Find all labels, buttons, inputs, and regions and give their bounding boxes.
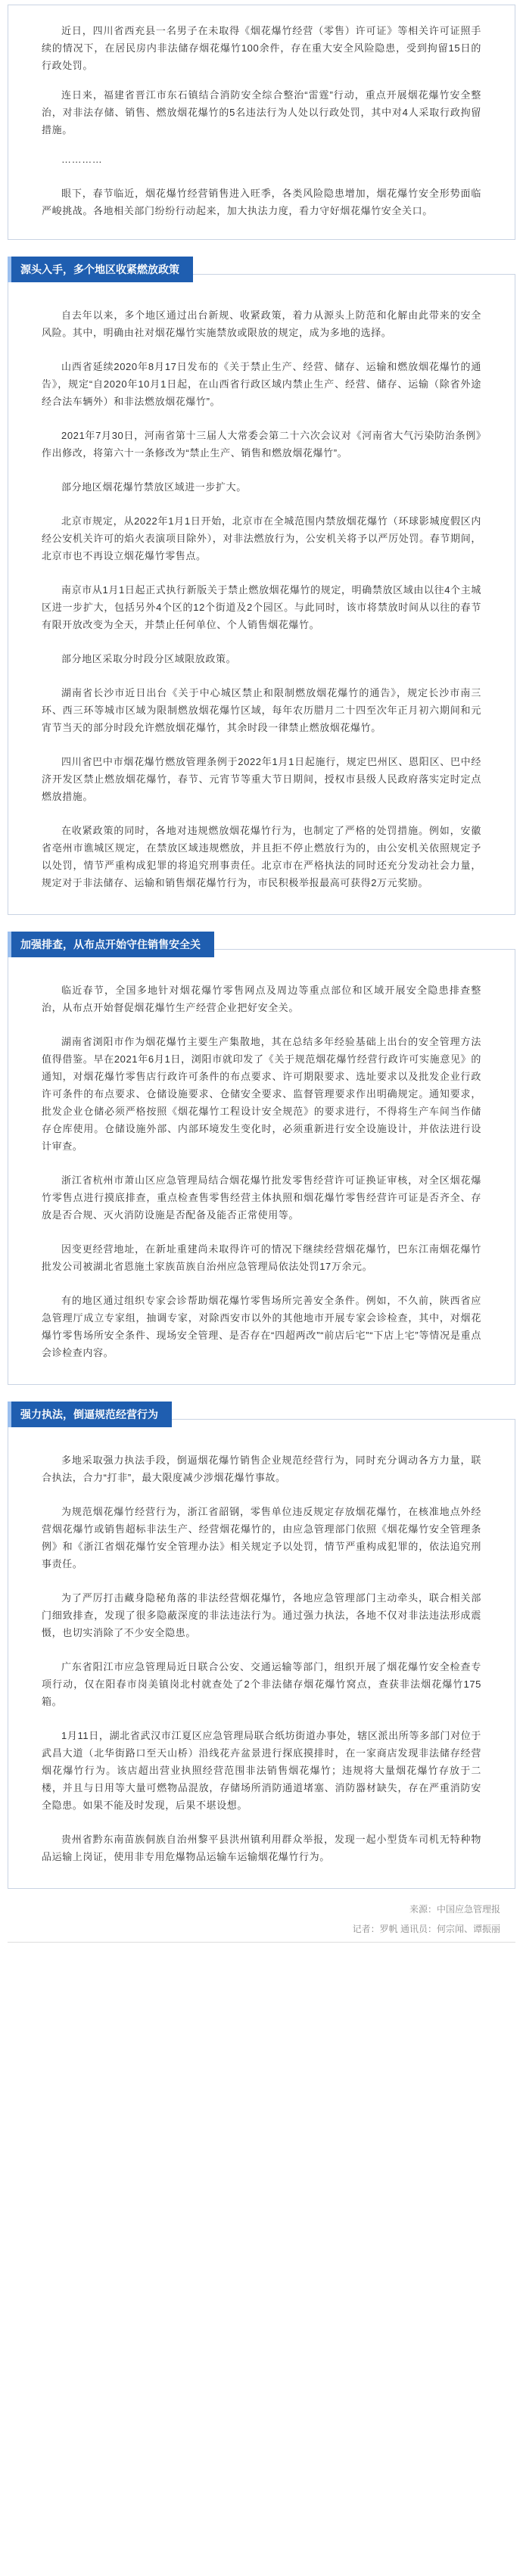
section-paragraph: 为了严厉打击藏身隐秘角落的非法经营烟花爆竹，各地应急管理部门主动牵头，联合相关部门细致排查，发现了很多隐蔽深度的非法违法行为。通过强力执法，各地不仅对非法违法形成震慑，也切实消除了不少安全隐患。 — [42, 1592, 481, 1638]
section-paragraph: 自去年以来，多个地区通过出台新规、收紧政策，着力从源头上防范和化解由此带来的安全风险。其中，明确由社对烟花爆竹实施禁放或限放的规定，成为多地的选择。 — [42, 310, 481, 338]
section-paragraph: 有的地区通过组织专家会诊帮助烟花爆竹零售场所完善安全条件。例如，不久前，陕西省应急管理厅成立专家组，抽调专家，对除西安市以外的其他地市开展专家会诊检查，其中，对烟花爆竹零售场所安全条件、现场安全管理、是否存在“四超两改”“前店后宅”“下店上宅”等情况是重点会诊检查内容。 — [42, 1295, 481, 1358]
intro-paragraph: 近日，四川省西充县一名男子在未取得《烟花爆竹经营（零售）许可证》等相关许可证照手续的情况下，在居民房内非法储存烟花爆竹100余件，存在重大安全风险隐患，受到拘留15日的行政处罚。 — [42, 25, 481, 71]
section-paragraph: 浙江省杭州市萧山区应急管理局结合烟花爆竹批发零售经营许可证换证审核，对全区烟花爆竹零售点进行摸底排查，重点检查售零售经营主体执照和烟花爆竹零售经营许可证是否齐全、存放是否合规、灭火消防设施是否配备及能否正常使用等。 — [42, 1174, 481, 1221]
article-footer — [8, 1901, 515, 1937]
section-paragraph: 湖南省浏阳市作为烟花爆竹主要生产集散地，其在总结多年经验基础上出台的安全管理方法值得借鉴。早在2021年6月1日，浏阳市就印发了《关于规范烟花爆竹经营行政许可实施意见》的通知，对烟花爆竹零售店行政许可条件的布点要求、许可期限要求、选址要求以及批发企业行政许可条件的布点要求、仓储设施要求、仓储安全要求、监督管理要求作出明确规定。通知要求，批发企业仓储必须严格按照《烟花爆竹工程设计安全规范》的要求进行，不得将生产车间当作储存仓库使用。仓储设施外部、内部环境发生变化时，必须重新进行安全设施设计，并依法进行设计审查。 — [42, 1036, 481, 1152]
intro-paragraph: 眼下，春节临近，烟花爆竹经营销售进入旺季，各类风险隐患增加，烟花爆竹安全形势面临严峻挑战。各地相关部门纷纷行动起来，加大执法力度，看力守好烟花爆竹安全关口。 — [42, 188, 481, 216]
section-inspection — [8, 932, 515, 1385]
ellipsis-divider: ………… — [61, 154, 103, 165]
section-title: 加强排查，从布点开始守住销售安全关 — [8, 932, 214, 957]
section-paragraph: 临近春节，全国多地针对烟花爆竹零售网点及周边等重点部位和区域开展安全隐患排查整治，从布点开始督促烟花爆竹生产经营企业把好安全关。 — [42, 985, 481, 1013]
section-body — [8, 949, 515, 1385]
section-paragraph: 广东省阳江市应急管理局近日联合公安、交通运输等部门，组织开展了烟花爆竹安全检查专项行动，仅在阳春市岗美镇岗北村就查处了2个非法储存烟花爆竹窝点，查获非法烟花爆竹175箱。 — [42, 1661, 481, 1707]
section-enforcement — [8, 1402, 515, 1889]
section-paragraph: 多地采取强力执法手段，倒逼烟花爆竹销售企业规范经营行为，同时充分调动各方力量，联合执法，合力“打非”，最大限度减少涉烟花爆竹事故。 — [42, 1454, 481, 1483]
section-body — [8, 1419, 515, 1889]
section-paragraph: 部分地区烟花爆竹禁放区域进一步扩大。 — [61, 481, 247, 493]
section-body — [8, 274, 515, 915]
section-title: 强力执法，倒逼规范经营行为 — [8, 1402, 172, 1427]
section-paragraph: 山西省延续2020年8月17日发布的《关于禁止生产、经营、储存、运输和燃放烟花爆竹的通告》，规定“自2020年10月1日起，在山西省行政区域内禁止生产、经营、储存、运输（除省外途经合法车辆外）和非法燃放烟花爆竹”。 — [42, 361, 481, 407]
section-paragraph: 南京市从1月1日起正式执行新版关于禁止燃放烟花爆竹的规定，明确禁放区域由以往4个主城区进一步扩大，包括另外4个区的12个街道及2个园区。与此同时，该市将禁放时间从以往的春节有限开放改变为全天，并禁止任何单位、个人销售烟花爆竹。 — [42, 584, 481, 630]
intro-block — [8, 5, 515, 240]
section-title: 源头入手，多个地区收紧燃放政策 — [8, 257, 193, 282]
footer-divider — [8, 1942, 515, 1952]
source-credit: 来源：中国应急管理报 — [409, 1904, 500, 1915]
section-paragraph: 四川省巴中市烟花爆竹燃放管理条例于2022年1月1日起施行，规定巴州区、恩阳区、巴中经济开发区禁止燃放烟花爆竹，春节、元宵节等重大节日期间，授权市县级人民政府落实定时定点燃放措施。 — [42, 756, 481, 802]
section-paragraph: 贵州省黔东南苗族侗族自治州黎平县洪州镇利用群众举报，发现一起小型货车司机无特种物品运输上岗证，使用非专用危爆物品运输车运输烟花爆竹行为。 — [42, 1834, 481, 1862]
section-paragraph: 北京市规定，从2022年1月1日开始，北京市在全城范围内禁放烟花爆竹（环球影城度假区内经公安机关许可的焰火表演项目除外），对非法燃放行为，公安机关将予以严厉处罚。春节期间，北京市也不再设立烟花爆竹零售点。 — [42, 515, 481, 562]
byline: 记者：罗帆 通讯员：何宗闻、谭振丽 — [352, 1924, 500, 1934]
section-paragraph: 为规范烟花爆竹经营行为，浙江省韶钢，零售单位违反规定存放烟花爆竹，在核准地点外经营烟花爆竹或销售超标非法生产、经营烟花爆竹的，由应急管理部门依照《烟花爆竹安全管理条例》和《浙江省烟花爆竹安全管理办法》相关规定予以处罚，情节严重构成犯罪的，依法追究刑事责任。 — [42, 1506, 481, 1570]
section-paragraph: 1月11日，湖北省武汉市江夏区应急管理局联合纸坊街道办事处，辖区派出所等多部门对位于武昌大道（北华街路口至天山桥）沿线花卉盆景进行探底摸排时，在一家商店发现非法储存经营烟花爆竹行为。该店超出营业执照经营范围非法销售烟花爆竹；违规将大量烟花爆竹存放于二楼，并且与日用等大量可燃物品混放，存储场所消防通道堵塞、消防器材缺失，存在严重消防安全隐患。如果不能及时发现，后果不堪设想。 — [42, 1730, 481, 1811]
section-paragraph: 在收紧政策的同时，各地对违规燃放烟花爆竹行为，也制定了严格的处罚措施。例如，安徽省亳州市谯城区规定，在禁放区域违规燃放，并且拒不停止燃放行为的，由公安机关依照规定予以处罚，情节严重构成犯罪的将追究刑事责任。北京市在严格执法的同时还充分发动社会力量，规定对于非法储存、运输和销售烟花爆竹行为，市民积极举报最高可获得2万元奖励。 — [42, 825, 481, 888]
intro-paragraph: 连日来，福建省晋江市东石镇结合消防安全综合整治“雷霆”行动，重点开展烟花爆竹安全整治，对非法存储、销售、燃放烟花爆竹的5名违法行为人处以行政处罚，其中对4人采取行政拘留措施。 — [42, 89, 481, 135]
section-paragraph: 2021年7月30日，河南省第十三届人大常委会第二十六次会议对《河南省大气污染防治条例》作出修改，将第六十一条修改为“禁止生产、销售和燃放烟花爆竹”。 — [42, 430, 481, 459]
article-page — [0, 5, 523, 1952]
section-paragraph: 湖南省长沙市近日出台《关于中心城区禁止和限制燃放烟花爆竹的通告》，规定长沙市南三环、西三环等城市区域为限制燃放烟花爆竹区域，每年农历腊月二十四至次年正月初六期间和元宵节当天的部分时段允许燃放烟花爆竹，其余时段一律禁止燃放烟花爆竹。 — [42, 687, 481, 733]
section-paragraph: 部分地区采取分时段分区域限放政策。 — [61, 653, 237, 664]
section-paragraph: 因变更经营地址，在新址重建尚未取得许可的情况下继续经营烟花爆竹，巴东江南烟花爆竹批发公司被湖北省恩施土家族苗族自治州应急管理局依法处罚17万余元。 — [42, 1243, 481, 1272]
section-source-control — [8, 257, 515, 915]
